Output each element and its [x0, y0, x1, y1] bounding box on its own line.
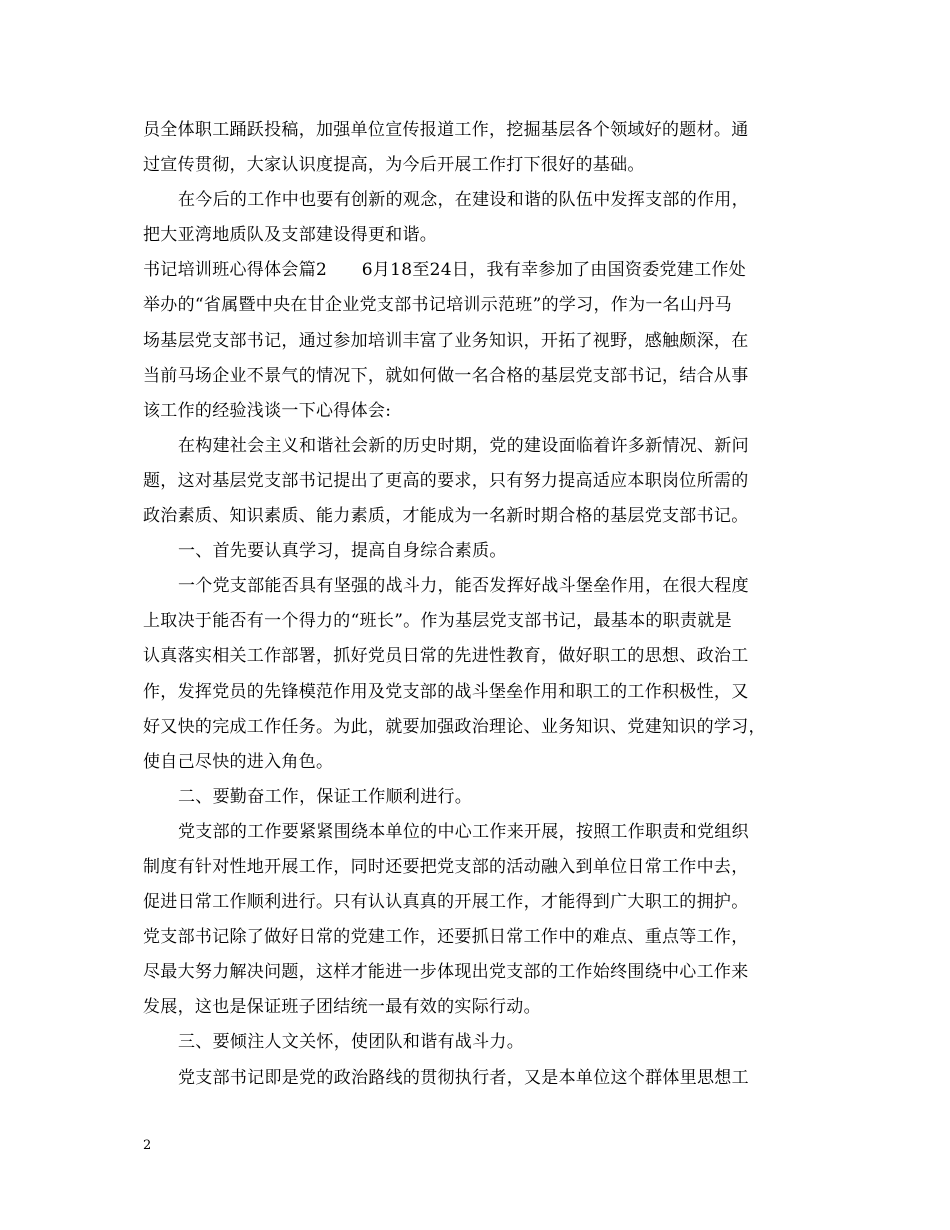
page-number: 2	[143, 1138, 152, 1153]
text-line: 一个党支部能否具有坚强的战斗力，能否发挥好战斗堡垒作用，在很大程度	[178, 576, 749, 597]
text-line: 在今后的工作中也要有创新的观念，在建设和谐的队伍中发挥支部的作用，	[178, 190, 749, 211]
text-line: 上取决于能否有一个得力的“班长”。作为基层党支部书记，最基本的职责就是	[143, 611, 732, 632]
text-line: 场基层党支部书记，通过参加培训丰富了业务知识，开拓了视野，感触颇深，在	[143, 330, 749, 351]
text-line: 作，发挥党员的先锋模范作用及党支部的战斗堡垒作用和职工的工作积极性，又	[143, 681, 749, 702]
text-line: 制度有针对性地开展工作，同时还要把党支部的活动融入到单位日常工作中去，	[143, 856, 749, 877]
text-line: 书记培训班心得体会篇2 6月18至24日，我有幸参加了由国资委党建工作处	[143, 260, 746, 281]
text-line: 过宣传贯彻，大家认识度提高，为今后开展工作打下很好的基础。	[143, 155, 645, 176]
text-line: 政治素质、知识素质、能力素质，才能成为一名新时期合格的基层党支部书记。	[143, 506, 749, 527]
text-line: 好又快的完成工作任务。为此，就要加强政治理论、业务知识、党建知识的学习，	[143, 716, 766, 737]
section-heading: 二、要勤奋工作，保证工作顺利进行。	[178, 786, 473, 807]
text-line: 题，这对基层党支部书记提出了更高的要求，只有努力提高适应本职岗位所需的	[143, 470, 749, 491]
text-line: 党支部的工作要紧紧围绕本单位的中心工作来开展，按照工作职责和党组织	[178, 821, 749, 842]
text-line: 使自己尽快的进入角色。	[143, 751, 334, 772]
text-line: 促进日常工作顺利进行。只有认认真真的开展工作，才能得到广大职工的拥护。	[143, 892, 749, 913]
text-line: 该工作的经验浅谈一下心得体会:	[143, 400, 392, 421]
section-heading: 三、要倾注人文关怀，使团队和谐有战斗力。	[178, 1032, 524, 1053]
text-line: 当前马场企业不景气的情况下，就如何做一名合格的基层党支部书记，结合从事	[143, 365, 749, 386]
text-line: 党支部书记即是党的政治路线的贯彻执行者，又是本单位这个群体里思想工	[178, 1067, 749, 1088]
text-line: 员全体职工踊跃投稿，加强单位宣传报道工作，挖掘基层各个领域好的题材。通	[143, 120, 749, 140]
section-heading: 一、首先要认真学习，提高自身综合素质。	[178, 541, 507, 562]
text-line: 认真落实相关工作部署，抓好党员日常的先进性教育，做好职工的思想、政治工	[143, 646, 749, 667]
text-line: 在构建社会主义和谐社会新的历史时期，党的建设面临着许多新情况、新问	[178, 435, 749, 456]
text-line: 发展，这也是保证班子团结统一最有效的实际行动。	[143, 997, 541, 1018]
text-line: 尽最大努力解决问题，这样才能进一步体现出党支部的工作始终围绕中心工作来	[143, 962, 749, 983]
text-line: 党支部书记除了做好日常的党建工作，还要抓日常工作中的难点、重点等工作，	[143, 927, 749, 948]
text-line: 把大亚湾地质队及支部建设得更和谐。	[143, 225, 438, 246]
body-text	[143, 113, 823, 1096]
text-line: 举办的“省属暨中央在甘企业党支部书记培训示范班”的学习，作为一名山丹马	[143, 295, 732, 316]
